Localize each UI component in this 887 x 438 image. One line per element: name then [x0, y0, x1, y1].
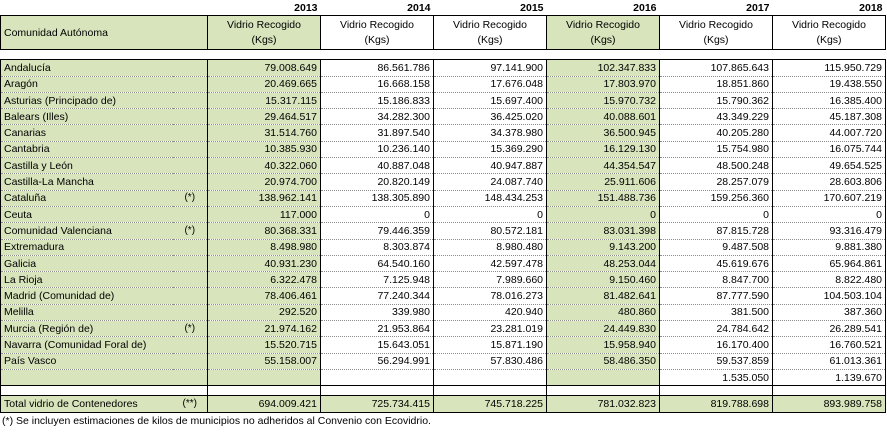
value-cell: 107.865.643	[660, 60, 773, 76]
table-row	[1, 190, 886, 206]
region-name: Extremadura	[1, 239, 173, 255]
value-cell: 31.897.540	[321, 125, 434, 141]
value-cell: 16.170.400	[660, 337, 773, 353]
year-label: 2015	[520, 1, 544, 14]
total-value-cell: 893.989.758	[773, 396, 886, 412]
value-cell: 44.007.720	[773, 125, 886, 141]
table-row	[1, 255, 886, 271]
value-cell: 48.253.044	[547, 255, 660, 271]
value-cell	[434, 369, 547, 385]
value-cell: 40.322.060	[208, 158, 321, 174]
header-column: Vidrio Recogido (Kgs)	[208, 16, 321, 50]
value-cell: 42.597.478	[434, 255, 547, 271]
value-cell: 83.031.398	[547, 223, 660, 239]
region-name: Andalucía	[1, 60, 173, 76]
value-cell: 8.980.480	[434, 239, 547, 255]
table-row	[1, 125, 886, 141]
value-cell: 148.434.253	[434, 190, 547, 206]
value-cell: 8.847.700	[660, 272, 773, 288]
total-value-cell: 694.009.421	[208, 396, 321, 412]
value-cell: 18.851.860	[660, 76, 773, 92]
region-name: Comunidad Valenciana	[1, 223, 173, 239]
value-cell: 17.803.970	[547, 76, 660, 92]
footnote-marker	[173, 272, 208, 288]
region-name: Ceuta	[1, 206, 173, 222]
value-cell: 29.464.517	[208, 109, 321, 125]
value-cell: 16.129.130	[547, 141, 660, 157]
table-row	[1, 92, 886, 108]
value-cell: 7.989.660	[434, 272, 547, 288]
value-cell: 45.619.676	[660, 255, 773, 271]
value-cell: 65.964.861	[773, 255, 886, 271]
value-cell: 1.139.670	[773, 369, 886, 385]
value-cell: 24.449.830	[547, 321, 660, 337]
region-name	[1, 369, 173, 385]
value-cell: 292.520	[208, 304, 321, 320]
header-column: Vidrio Recogido (Kgs)	[547, 16, 660, 50]
year-label: 2014	[407, 1, 431, 14]
value-cell: 381.500	[660, 304, 773, 320]
table-row	[1, 223, 886, 239]
header-region: Comunidad Autónoma	[1, 16, 208, 50]
region-name: La Rioja	[1, 272, 173, 288]
footnote: (*) Se incluyen estimaciones de kilos de municipios no adheridos al Convenio con Ecovidrio.	[2, 415, 431, 427]
table-row	[1, 288, 886, 304]
footnote-marker	[173, 141, 208, 157]
value-cell: 57.830.486	[434, 353, 547, 369]
table-row	[1, 353, 886, 369]
value-cell: 117.000	[208, 206, 321, 222]
region-name: Madrid (Comunidad de)	[1, 288, 173, 304]
value-cell: 61.013.361	[773, 353, 886, 369]
region-name: Castilla y León	[1, 158, 173, 174]
value-cell: 97.141.900	[434, 60, 547, 76]
value-cell: 15.697.400	[434, 92, 547, 108]
value-cell: 24.087.740	[434, 174, 547, 190]
value-cell: 9.150.460	[547, 272, 660, 288]
value-cell: 21.974.162	[208, 321, 321, 337]
region-name: Melilla	[1, 304, 173, 320]
total-value-cell: 725.734.415	[321, 396, 434, 412]
region-name: Galicia	[1, 255, 173, 271]
value-cell: 21.953.864	[321, 321, 434, 337]
value-cell: 15.317.115	[208, 92, 321, 108]
value-cell: 20.469.665	[208, 76, 321, 92]
footnote-marker	[173, 174, 208, 190]
value-cell: 78.016.273	[434, 288, 547, 304]
value-cell: 7.125.948	[321, 272, 434, 288]
value-cell: 15.871.190	[434, 337, 547, 353]
value-cell: 480.860	[547, 304, 660, 320]
value-cell: 138.305.890	[321, 190, 434, 206]
value-cell: 55.158.007	[208, 353, 321, 369]
footnote-marker	[173, 255, 208, 271]
value-cell: 44.354.547	[547, 158, 660, 174]
footnote-marker	[173, 206, 208, 222]
footnote-marker: (**)	[173, 396, 208, 412]
footnote-marker	[173, 288, 208, 304]
value-cell: 15.970.732	[547, 92, 660, 108]
value-cell	[321, 369, 434, 385]
table-row	[1, 369, 886, 385]
total-value-cell: 781.032.823	[547, 396, 660, 412]
table-row	[1, 141, 886, 157]
region-name: Cataluña	[1, 190, 173, 206]
value-cell: 25.911.606	[547, 174, 660, 190]
value-cell: 56.294.991	[321, 353, 434, 369]
value-cell: 28.257.079	[660, 174, 773, 190]
value-cell: 58.486.350	[547, 353, 660, 369]
value-cell	[547, 369, 660, 385]
total-label: Total vidrio de Contenedores	[1, 396, 173, 412]
total-row	[1, 396, 886, 412]
footnote-marker	[173, 60, 208, 76]
value-cell: 86.561.786	[321, 60, 434, 76]
value-cell: 45.187.308	[773, 109, 886, 125]
table-row	[1, 76, 886, 92]
region-name: Murcia (Región de)	[1, 321, 173, 337]
footnote-marker	[173, 353, 208, 369]
year-label: 2018	[859, 1, 883, 14]
footnote-marker	[173, 369, 208, 385]
value-cell: 102.347.833	[547, 60, 660, 76]
year-label: 2013	[294, 1, 318, 14]
region-name: Castilla-La Mancha	[1, 174, 173, 190]
footnote-marker	[173, 109, 208, 125]
value-cell: 64.540.160	[321, 255, 434, 271]
value-cell: 31.514.760	[208, 125, 321, 141]
value-cell: 9.487.508	[660, 239, 773, 255]
value-cell: 10.385.930	[208, 141, 321, 157]
value-cell: 170.607.219	[773, 190, 886, 206]
value-cell: 0	[660, 206, 773, 222]
value-cell: 8.303.874	[321, 239, 434, 255]
footnote-marker	[173, 158, 208, 174]
value-cell: 16.668.158	[321, 76, 434, 92]
value-cell: 1.535.050	[660, 369, 773, 385]
value-cell: 34.378.980	[434, 125, 547, 141]
table-row	[1, 337, 886, 353]
value-cell: 40.205.280	[660, 125, 773, 141]
value-cell: 15.790.362	[660, 92, 773, 108]
value-cell: 8.822.480	[773, 272, 886, 288]
value-cell: 115.950.729	[773, 60, 886, 76]
region-name: Cantabria	[1, 141, 173, 157]
header-column: Vidrio Recogido (Kgs)	[321, 16, 434, 50]
value-cell: 40.887.048	[321, 158, 434, 174]
value-cell: 40.947.887	[434, 158, 547, 174]
value-cell: 15.369.290	[434, 141, 547, 157]
region-name: País Vasco	[1, 353, 173, 369]
year-row	[1, 0, 886, 16]
value-cell: 339.980	[321, 304, 434, 320]
region-name: Canarias	[1, 125, 173, 141]
footnote-marker	[173, 337, 208, 353]
value-cell	[208, 369, 321, 385]
table-row	[1, 60, 886, 76]
spacer-row	[1, 50, 886, 60]
header-column: Vidrio Recogido (Kgs)	[660, 16, 773, 50]
value-cell: 26.289.541	[773, 321, 886, 337]
value-cell: 79.446.359	[321, 223, 434, 239]
value-cell: 78.406.461	[208, 288, 321, 304]
value-cell: 0	[773, 206, 886, 222]
footnote-marker	[173, 239, 208, 255]
value-cell: 93.316.479	[773, 223, 886, 239]
value-cell: 17.676.048	[434, 76, 547, 92]
value-cell: 15.754.980	[660, 141, 773, 157]
value-cell: 387.360	[773, 304, 886, 320]
value-cell: 16.075.744	[773, 141, 886, 157]
year-label: 2016	[633, 1, 657, 14]
value-cell: 87.777.590	[660, 288, 773, 304]
value-cell: 151.488.736	[547, 190, 660, 206]
footnote-marker	[173, 92, 208, 108]
value-cell: 16.385.400	[773, 92, 886, 108]
value-cell: 81.482.641	[547, 288, 660, 304]
value-cell: 28.603.806	[773, 174, 886, 190]
value-cell: 9.143.200	[547, 239, 660, 255]
value-cell: 15.520.715	[208, 337, 321, 353]
value-cell: 15.643.051	[321, 337, 434, 353]
table-row	[1, 109, 886, 125]
footnote-marker: (*)	[173, 190, 208, 206]
value-cell: 15.186.833	[321, 92, 434, 108]
region-name: Asturias (Principado de)	[1, 92, 173, 108]
footnote-marker	[173, 76, 208, 92]
region-name: Balears (Illes)	[1, 109, 173, 125]
total-value-cell: 819.788.698	[660, 396, 773, 412]
value-cell: 36.425.020	[434, 109, 547, 125]
header-column: Vidrio Recogido (Kgs)	[773, 16, 886, 50]
value-cell: 59.537.859	[660, 353, 773, 369]
value-cell: 0	[547, 206, 660, 222]
header-row	[1, 16, 886, 50]
value-cell: 138.962.141	[208, 190, 321, 206]
spacer-row	[1, 386, 886, 396]
value-cell: 0	[321, 206, 434, 222]
header-column: Vidrio Recogido (Kgs)	[434, 16, 547, 50]
value-cell: 10.236.140	[321, 141, 434, 157]
value-cell: 0	[434, 206, 547, 222]
table-row	[1, 158, 886, 174]
footnote-marker: (*)	[173, 223, 208, 239]
value-cell: 15.958.940	[547, 337, 660, 353]
footnote-marker	[173, 304, 208, 320]
value-cell: 80.572.181	[434, 223, 547, 239]
value-cell: 16.760.521	[773, 337, 886, 353]
value-cell: 48.500.248	[660, 158, 773, 174]
value-cell: 36.500.945	[547, 125, 660, 141]
value-cell: 19.438.550	[773, 76, 886, 92]
value-cell: 87.815.728	[660, 223, 773, 239]
footnote-marker	[173, 125, 208, 141]
value-cell: 23.281.019	[434, 321, 547, 337]
year-label: 2017	[746, 1, 770, 14]
total-value-cell: 745.718.225	[434, 396, 547, 412]
value-cell: 8.498.980	[208, 239, 321, 255]
value-cell: 79.008.649	[208, 60, 321, 76]
value-cell: 80.368.331	[208, 223, 321, 239]
footnote-marker: (*)	[173, 321, 208, 337]
value-cell: 40.088.601	[547, 109, 660, 125]
value-cell: 43.349.229	[660, 109, 773, 125]
table-row	[1, 321, 886, 337]
value-cell: 9.881.380	[773, 239, 886, 255]
value-cell: 20.974.700	[208, 174, 321, 190]
table-row	[1, 272, 886, 288]
region-name: Navarra (Comunidad Foral de)	[1, 337, 173, 353]
region-name: Aragón	[1, 76, 173, 92]
value-cell: 104.503.104	[773, 288, 886, 304]
value-cell: 49.654.525	[773, 158, 886, 174]
value-cell: 159.256.360	[660, 190, 773, 206]
value-cell: 77.240.344	[321, 288, 434, 304]
table-row	[1, 304, 886, 320]
table-row	[1, 206, 886, 222]
table-row	[1, 174, 886, 190]
table-row	[1, 239, 886, 255]
value-cell: 24.784.642	[660, 321, 773, 337]
value-cell: 40.931.230	[208, 255, 321, 271]
value-cell: 34.282.300	[321, 109, 434, 125]
value-cell: 6.322.478	[208, 272, 321, 288]
value-cell: 420.940	[434, 304, 547, 320]
value-cell: 20.820.149	[321, 174, 434, 190]
